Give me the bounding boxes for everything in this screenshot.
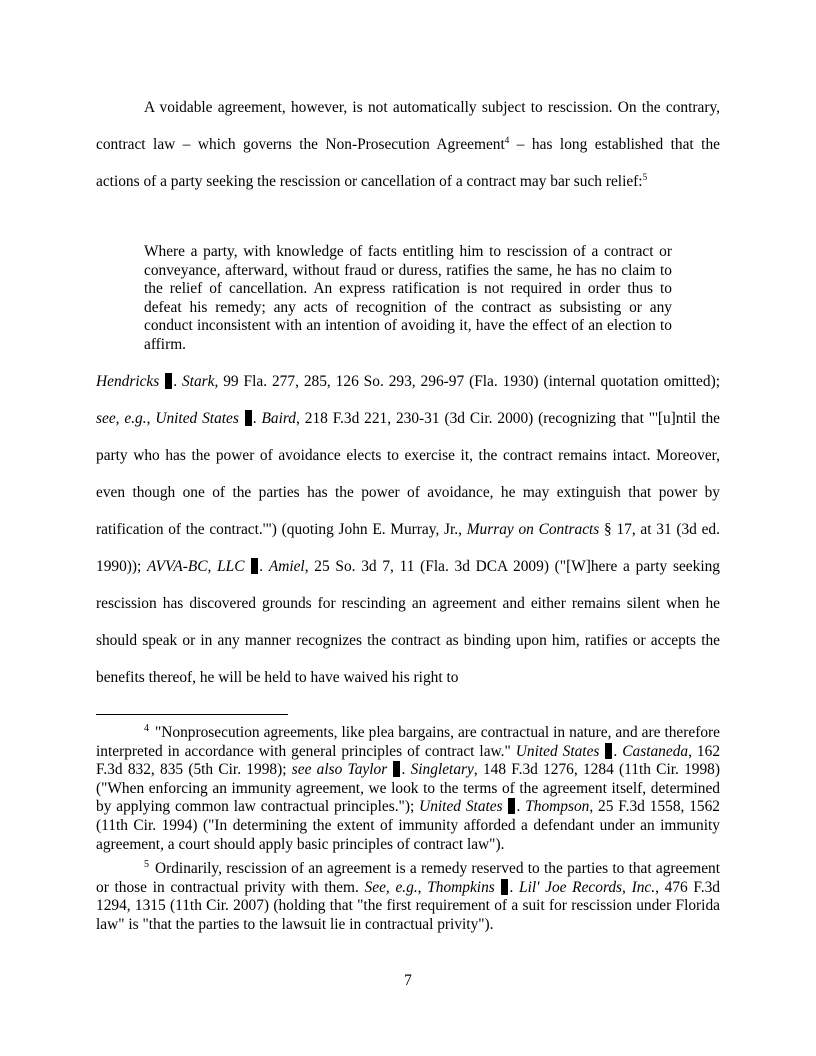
- footnote-text: .: [613, 742, 623, 760]
- footnote-text: , 148 F.3d 1276, 1284 (11th Cir. 1998) ("When enforcing an immunity agreement, we look to the terms of the agreement itself, determined by applying common law contractual principles.");: [96, 761, 721, 816]
- case-name: Baird: [261, 410, 297, 427]
- signal: see, e.g.: [96, 410, 147, 427]
- redaction-bar: [501, 879, 508, 895]
- case-name: Thompson: [525, 798, 590, 816]
- citation-text: .: [259, 558, 269, 575]
- footnote-5: [96, 860, 720, 934]
- footnote-divider: [96, 714, 288, 715]
- case-name: Hendricks: [96, 373, 160, 390]
- footnote-text: ,: [417, 878, 428, 896]
- footnote-text: .: [509, 878, 520, 896]
- case-name: Singletary: [410, 761, 474, 779]
- case-name: Castaneda: [622, 742, 689, 760]
- treatise-title: Murray on Contracts: [466, 521, 600, 538]
- footnote-ref-5[interactable]: 5: [642, 171, 648, 182]
- case-name: see also Taylor: [291, 761, 388, 779]
- footnote-text: .: [401, 761, 411, 779]
- body-text-a: A voidable agreement, however, is not automatically subject to rescission. On the contrary, contract law – which governs the Non-Prosecution Agreement: [96, 99, 720, 153]
- block-quote-text: Where a party, with knowledge of facts entitling him to rescission of a contract or conveyance, afterward, without fraud or duress, ratifies the same, he has no claim to the relief of cancellation. An express ratification is not required in order thus to defeat his remedy; any acts of recognition of the contract as subsisting or any conduct inconsistent with an intention of avoiding it, have the effect of an election to affirm.: [144, 243, 672, 353]
- citation-paragraph: [96, 363, 720, 696]
- body-paragraph: [96, 89, 720, 200]
- footnote-text: , 476 F.3d 1294, 1315 (11th Cir. 2007) (holding that "the first requirement of a suit for rescission under Florida law" is "that the parties to the lawsuit lie in contractual privity").: [96, 878, 720, 933]
- case-name: United States: [419, 798, 503, 816]
- case-name: AVVA-BC, LLC: [147, 558, 245, 575]
- footnote-number: 4: [144, 722, 149, 734]
- redaction-bar: [508, 798, 515, 814]
- footnote-4: [96, 724, 720, 854]
- citation-text: , 25 So. 3d 7, 11 (Fla. 3d DCA 2009) ("[W]here a party seeking rescission has discovered grounds for rescinding an agreement and either remains silent when he should speak or in any manner recognizes the contract as binding upon him, ratifies or accepts the benefits thereof, he will be held to have waived his right to: [96, 558, 720, 686]
- footnote-ref-4[interactable]: 4: [504, 134, 510, 145]
- case-name: Amiel: [268, 558, 305, 575]
- footnote-number: 5: [144, 859, 149, 871]
- case-name: Lil' Joe Records, Inc.: [519, 878, 656, 896]
- block-quote: [144, 243, 672, 355]
- case-name: United States: [155, 410, 239, 427]
- citation-text: , 99 Fla. 277, 285, 126 So. 293, 296-97 (Fla. 1930) (internal quotation omitted);: [214, 373, 720, 390]
- citation-text: § 17, at 31 (3d ed. 1990));: [96, 521, 720, 575]
- page-number: 7: [404, 972, 412, 989]
- body-text-b: – has long established that the actions of a party seeking the rescission or cancellation of a contract may bar such relief:: [96, 136, 720, 190]
- footnote-text: , 162 F.3d 832, 835 (5th Cir. 1998);: [96, 742, 721, 779]
- signal: See, e.g.: [364, 878, 418, 896]
- case-name: Stark: [181, 373, 215, 390]
- case-name: Thompkins: [427, 878, 495, 896]
- footnote-text: Ordinarily, rescission of an agreement is a remedy reserved to the parties to that agreement or those in contractual privity with them.: [96, 860, 720, 896]
- citation-text: .: [252, 410, 262, 427]
- footnote-text: .: [516, 798, 526, 816]
- citation-text: , 218 F.3d 221, 230-31 (3d Cir. 2000) (recognizing that "'[u]ntil the party who has the power of avoidance elects to exercise it, the contract remains intact. Moreover, even though one of the parties has the power of avoidance, he may extinguish that power by ratification of the contract.'") (quoting John E. Murray, Jr.,: [96, 410, 721, 538]
- redaction-bar: [245, 410, 252, 426]
- footnotes: [96, 724, 720, 941]
- footnote-text: , 25 F.3d 1558, 1562 (11th Cir. 1994) ("In determining the extent of immunity afforded a defendant under an immunity agreement, a court should apply basic principles of contract law").: [96, 798, 721, 853]
- redaction-bar: [165, 373, 172, 389]
- case-name: United States: [515, 742, 600, 760]
- redaction-bar: [393, 761, 400, 777]
- footnote-text: "Nonprosecution agreements, like plea bargains, are contractual in nature, and are therefore interpreted in accordance with general principles of contract law.": [96, 724, 720, 760]
- redaction-bar: [251, 558, 258, 574]
- citation-text: .: [173, 373, 182, 390]
- redaction-bar: [605, 743, 612, 759]
- citation-text: ,: [146, 410, 156, 427]
